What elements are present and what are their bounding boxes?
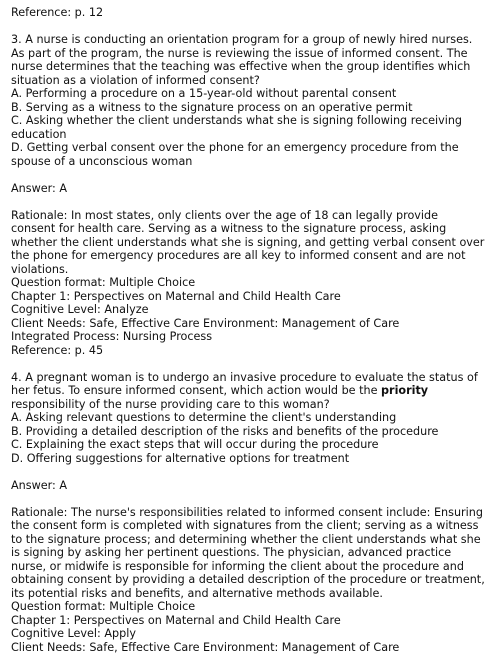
question-3-stem bbox=[11, 33, 495, 87]
emphasis-priority: priority bbox=[381, 384, 429, 397]
rationale-line: to the signature process; and determining whether the client understands what she bbox=[11, 532, 481, 546]
option-b: B. Serving as a witness to the signature process on an operative permit bbox=[11, 100, 413, 114]
rationale-line: nurse, or midwife is responsible for informing the client about the procedure and bbox=[11, 559, 464, 573]
client-needs: Client Needs: Safe, Effective Care Environment: Management of Care bbox=[11, 316, 400, 330]
top-reference: Reference: p. 12 bbox=[11, 6, 104, 19]
question-3-options bbox=[11, 87, 495, 168]
rationale-line: is signing by asking her pertinent questions. The physician, advanced practice bbox=[11, 546, 452, 559]
stem-line: situation as a violation of informed consent? bbox=[11, 73, 260, 87]
question-3-answer: Answer: A bbox=[11, 181, 67, 195]
rationale-line: the phone for emergency procedures are all key to informed consent and are not bbox=[11, 249, 466, 262]
chapter: Chapter 1: Perspectives on Maternal and Child Health Care bbox=[11, 289, 341, 303]
rationale-line: the consent form is completed with signatures from the client; serving as a witness bbox=[11, 519, 479, 532]
stem-line: 4. A pregnant woman is to undergo an invasive procedure to evaluate the status of bbox=[11, 370, 478, 384]
stem-line bbox=[11, 384, 495, 398]
integrated-process: Integrated Process: Nursing Process bbox=[11, 330, 213, 343]
option-a: A. Asking relevant questions to determine the client's understanding bbox=[11, 411, 397, 424]
option-d: D. Getting verbal consent over the phone for an emergency procedure from the bbox=[11, 141, 459, 154]
spacer bbox=[11, 357, 495, 371]
document-page bbox=[11, 6, 495, 654]
option-c-continued: education bbox=[11, 127, 67, 141]
stem-line: 3. A nurse is conducting an orientation program for a group of newly hired nurses. bbox=[11, 33, 473, 46]
option-c: C. Explaining the exact steps that will occur during the procedure bbox=[11, 438, 379, 451]
option-d-continued: spouse of a unconscious woman bbox=[11, 154, 193, 168]
spacer bbox=[11, 20, 495, 34]
rationale-line: consent for health care. Serving as a witness to the signature process, asking bbox=[11, 222, 447, 235]
spacer bbox=[11, 465, 495, 479]
option-b: B. Providing a detailed description of the risks and benefits of the procedure bbox=[11, 424, 439, 438]
client-needs: Client Needs: Safe, Effective Care Environment: Management of Care bbox=[11, 640, 400, 654]
question-3-rationale bbox=[11, 209, 495, 277]
cognitive-level: Cognitive Level: Apply bbox=[11, 627, 136, 640]
stem-line: As part of the program, the nurse is reviewing the issue of informed consent. The bbox=[11, 46, 468, 60]
rationale-line: obtaining consent by providing a detailed description of the procedure or treatment, bbox=[11, 573, 485, 586]
spacer bbox=[11, 168, 495, 182]
question-4-stem bbox=[11, 371, 495, 412]
option-c: C. Asking whether the client understands what she is signing following receiving bbox=[11, 114, 463, 127]
stem-line: nurse determines that the teaching was effective when the group identifies which bbox=[11, 60, 471, 73]
rationale-line: whether the client understands what she is signing, and getting verbal consent over bbox=[11, 235, 485, 249]
rationale-line: its potential risks and benefits, and alternative methods available. bbox=[11, 586, 383, 600]
question-4-meta bbox=[11, 600, 495, 654]
chapter: Chapter 1: Perspectives on Maternal and Child Health Care bbox=[11, 613, 341, 627]
question-4-options bbox=[11, 411, 495, 465]
stem-line: responsibility of the nurse providing care to this woman? bbox=[11, 397, 330, 411]
option-d: D. Offering suggestions for alternative options for treatment bbox=[11, 451, 350, 465]
stem-text: her fetus. To ensure informed consent, which action would be the bbox=[11, 384, 382, 397]
question-3-meta bbox=[11, 276, 495, 357]
cognitive-level: Cognitive Level: Analyze bbox=[11, 303, 149, 316]
spacer bbox=[11, 492, 495, 506]
rationale-line: violations. bbox=[11, 262, 69, 276]
question-4-rationale bbox=[11, 506, 495, 601]
question-4 bbox=[11, 371, 495, 655]
question-4-answer: Answer: A bbox=[11, 478, 67, 492]
spacer bbox=[11, 195, 495, 209]
question-format: Question format: Multiple Choice bbox=[11, 600, 196, 613]
rationale-line: Rationale: In most states, only clients over the age of 18 can legally provide bbox=[11, 208, 439, 222]
option-a: A. Performing a procedure on a 15-year-old without parental consent bbox=[11, 87, 397, 100]
question-3 bbox=[11, 33, 495, 357]
question-format: Question format: Multiple Choice bbox=[11, 276, 196, 289]
rationale-line: Rationale: The nurse's responsibilities related to informed consent include: Ensuring bbox=[11, 505, 483, 519]
reference: Reference: p. 45 bbox=[11, 343, 104, 357]
